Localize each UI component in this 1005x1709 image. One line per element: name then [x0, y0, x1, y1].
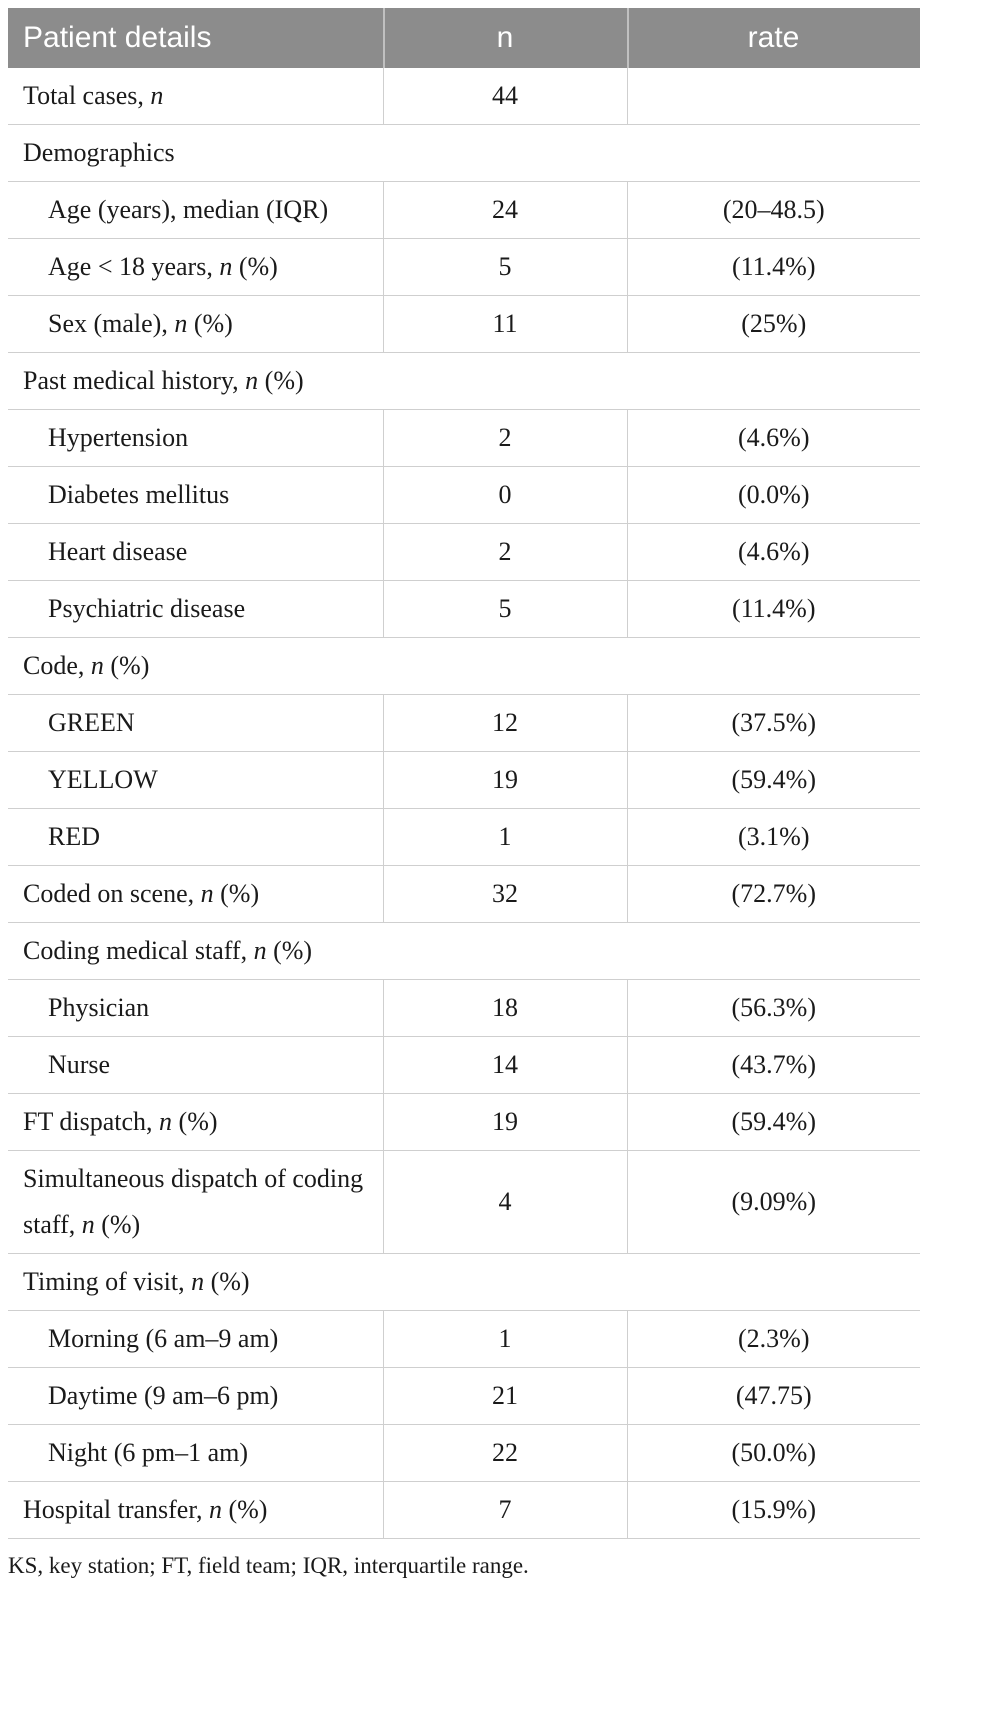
- row-n-value: 44: [383, 68, 627, 125]
- table-row: [8, 467, 920, 524]
- row-n-value: 7: [383, 1482, 627, 1539]
- table-row: [8, 1482, 920, 1539]
- row-n-value: 4: [383, 1151, 627, 1254]
- row-rate-value: (43.7%): [627, 1037, 920, 1094]
- section-row: [8, 125, 920, 182]
- row-label: Hypertension: [8, 410, 383, 467]
- table-footnote: KS, key station; FT, field team; IQR, interquartile range.: [8, 1553, 529, 1578]
- row-label: Total cases, n: [8, 68, 383, 125]
- row-label: Morning (6 am–9 am): [8, 1311, 383, 1368]
- row-label: GREEN: [8, 695, 383, 752]
- row-n-value: 21: [383, 1368, 627, 1425]
- row-label: Age < 18 years, n (%): [8, 239, 383, 296]
- table-row: [8, 1311, 920, 1368]
- row-n-value: 2: [383, 524, 627, 581]
- table-row: [8, 410, 920, 467]
- row-label: Code, n (%): [8, 638, 920, 695]
- row-rate-value: (3.1%): [627, 809, 920, 866]
- table-row: [8, 182, 920, 239]
- row-label: Daytime (9 am–6 pm): [8, 1368, 383, 1425]
- header-patient-details: Patient details: [8, 8, 383, 68]
- row-n-value: 1: [383, 809, 627, 866]
- table-header-row: [8, 8, 920, 68]
- table-row: [8, 1151, 920, 1254]
- table-row: [8, 809, 920, 866]
- row-label: RED: [8, 809, 383, 866]
- row-label: Demographics: [8, 125, 920, 182]
- row-label: Age (years), median (IQR): [8, 182, 383, 239]
- row-n-value: 14: [383, 1037, 627, 1094]
- header-rate: rate: [627, 8, 920, 68]
- row-label: Hospital transfer, n (%): [8, 1482, 383, 1539]
- table-row: [8, 1037, 920, 1094]
- row-label: Sex (male), n (%): [8, 296, 383, 353]
- row-n-value: 5: [383, 239, 627, 296]
- row-rate-value: (11.4%): [627, 581, 920, 638]
- table-row: [8, 695, 920, 752]
- row-rate-value: (4.6%): [627, 524, 920, 581]
- row-n-value: 1: [383, 1311, 627, 1368]
- table-row: [8, 752, 920, 809]
- row-label: YELLOW: [8, 752, 383, 809]
- section-row: [8, 1254, 920, 1311]
- section-row: [8, 923, 920, 980]
- table-row: [8, 239, 920, 296]
- row-n-value: 2: [383, 410, 627, 467]
- row-n-value: 22: [383, 1425, 627, 1482]
- row-rate-value: (20–48.5): [627, 182, 920, 239]
- table-row: [8, 296, 920, 353]
- section-row: [8, 353, 920, 410]
- row-rate-value: (47.75): [627, 1368, 920, 1425]
- row-rate-value: (4.6%): [627, 410, 920, 467]
- patient-details-table: [8, 8, 920, 1539]
- table-row: [8, 1368, 920, 1425]
- row-n-value: 12: [383, 695, 627, 752]
- row-rate-value: (50.0%): [627, 1425, 920, 1482]
- row-label: Diabetes mellitus: [8, 467, 383, 524]
- row-label: Past medical history, n (%): [8, 353, 920, 410]
- row-rate-value: (15.9%): [627, 1482, 920, 1539]
- row-rate-value: (37.5%): [627, 695, 920, 752]
- row-label: Coding medical staff, n (%): [8, 923, 920, 980]
- row-n-value: 19: [383, 752, 627, 809]
- row-rate-value: (9.09%): [627, 1151, 920, 1254]
- row-rate-value: [627, 68, 920, 125]
- row-n-value: 11: [383, 296, 627, 353]
- section-row: [8, 638, 920, 695]
- row-label: Heart disease: [8, 524, 383, 581]
- table-row: [8, 581, 920, 638]
- table-row: [8, 68, 920, 125]
- row-n-value: 24: [383, 182, 627, 239]
- row-rate-value: (25%): [627, 296, 920, 353]
- row-label: Simultaneous dispatch of coding staff, n (%): [8, 1151, 383, 1254]
- row-label: Psychiatric disease: [8, 581, 383, 638]
- header-n: n: [383, 8, 627, 68]
- row-rate-value: (0.0%): [627, 467, 920, 524]
- table-row: [8, 1425, 920, 1482]
- row-rate-value: (2.3%): [627, 1311, 920, 1368]
- row-n-value: 18: [383, 980, 627, 1037]
- row-label: FT dispatch, n (%): [8, 1094, 383, 1151]
- row-rate-value: (56.3%): [627, 980, 920, 1037]
- row-n-value: 5: [383, 581, 627, 638]
- row-rate-value: (11.4%): [627, 239, 920, 296]
- row-rate-value: (59.4%): [627, 1094, 920, 1151]
- row-n-value: 0: [383, 467, 627, 524]
- row-label: Night (6 pm–1 am): [8, 1425, 383, 1482]
- row-label: Nurse: [8, 1037, 383, 1094]
- table-row: [8, 1094, 920, 1151]
- row-label: Timing of visit, n (%): [8, 1254, 920, 1311]
- table-row: [8, 524, 920, 581]
- row-rate-value: (72.7%): [627, 866, 920, 923]
- row-rate-value: (59.4%): [627, 752, 920, 809]
- row-n-value: 19: [383, 1094, 627, 1151]
- table-row: [8, 866, 920, 923]
- row-n-value: 32: [383, 866, 627, 923]
- row-label: Physician: [8, 980, 383, 1037]
- table-row: [8, 980, 920, 1037]
- row-label: Coded on scene, n (%): [8, 866, 383, 923]
